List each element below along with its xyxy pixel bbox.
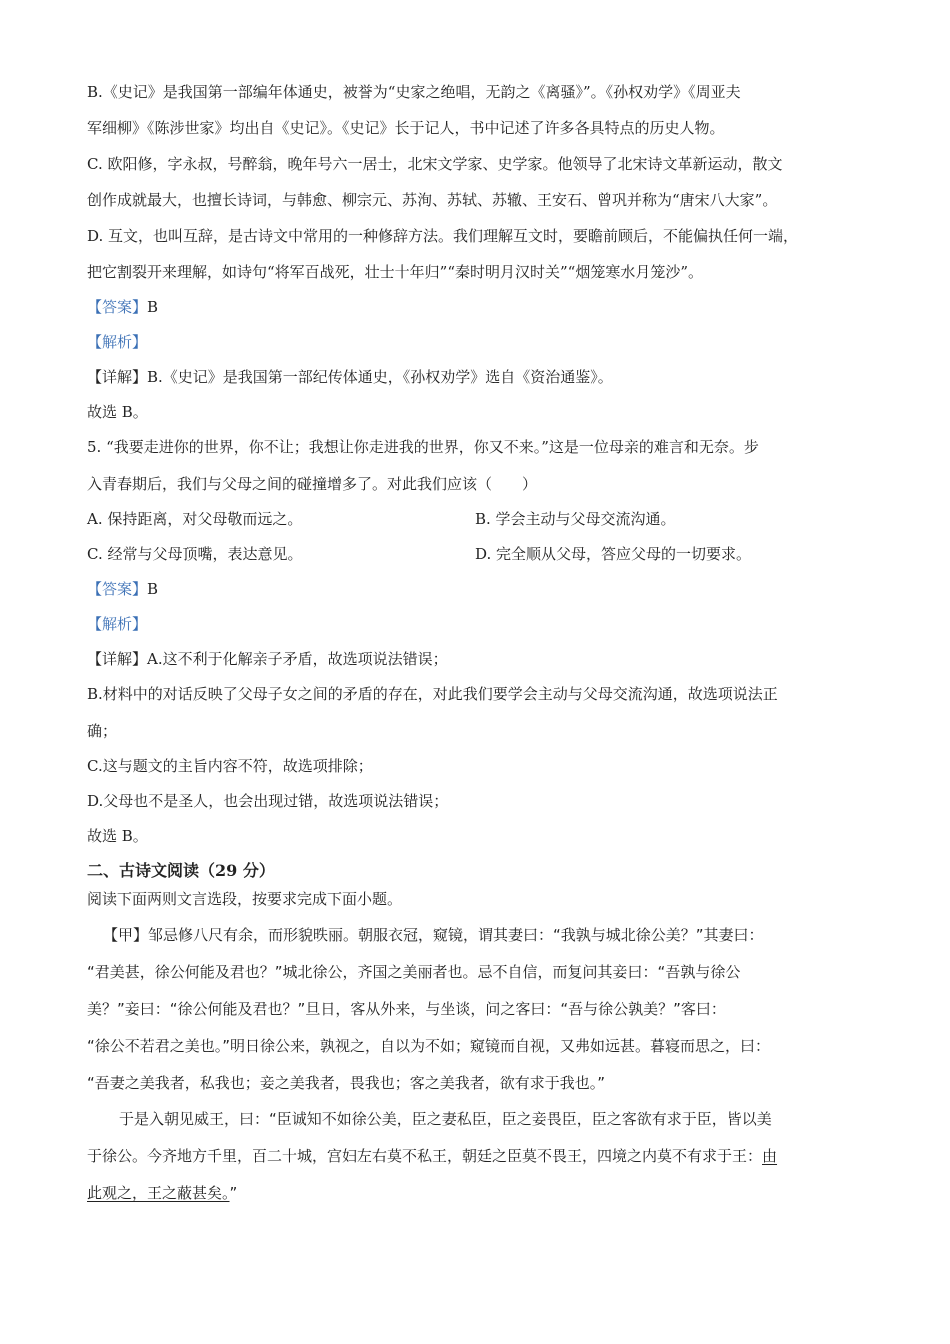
q5-analysis-label: 【解析】 — [87, 615, 148, 633]
passage-jia-line-7 — [87, 1146, 777, 1166]
q4-conclusion: 故选 B。 — [87, 403, 148, 421]
q5-stem-line-1: 5. “我要走进你的世界，你不让；我想让你走进我的世界，你又不来。”这是一位母亲的难言和无奈。步 — [87, 438, 759, 456]
option-d-line-1: D. 互文，也叫互辞，是古诗文中常用的一种修辞方法。我们理解互文时，要瞻前顾后，不能偏执任何一端， — [87, 227, 799, 245]
q5-detail-c: C.这与题文的主旨内容不符，故选项排除； — [87, 757, 373, 775]
passage-jia-line-8 — [87, 1183, 237, 1203]
plain-text: 于徐公。今齐地方千里，百二十城，宫妇左右莫不私王，朝廷之臣莫不畏王，四境之内莫不有求于王： — [87, 1147, 763, 1165]
q5-detail-d: D.父母也不是圣人，也会出现过错，故选项说法错误； — [87, 792, 449, 810]
q5-detail-b-line-2: 确； — [87, 722, 118, 740]
q4-analysis-label: 【解析】 — [87, 333, 148, 351]
q5-answer — [87, 579, 158, 599]
q5-option-c: C. 经常与父母顶嘴，表达意见。 — [87, 545, 303, 563]
passage-jia-line-4: “徐公不若君之美也。”明日徐公来，孰视之，自以为不如；窥镜而自视，又弗如远甚。暮寝而思之，曰： — [87, 1037, 771, 1055]
detail-text: B.《史记》是我国第一部纪传体通史，《孙权劝学》选自《资治通鉴》。 — [147, 368, 613, 386]
option-c-line-2: 创作成就最大，也擅长诗词，与韩愈、柳宗元、苏洵、苏轼、苏辙、王安石、曾巩并称为“唐宋八大家”。 — [87, 191, 778, 209]
section-instruction: 阅读下面两则文言选段，按要求完成下面小题。 — [87, 890, 403, 908]
q5-option-d: D. 完全顺从父母，答应父母的一切要求。 — [475, 545, 752, 563]
plain-text: ” — [229, 1184, 238, 1202]
option-b-line-2: 军细柳》《陈涉世家》均出自《史记》。《史记》长于记人，书中记述了许多各具特点的历史人物。 — [87, 119, 725, 137]
q5-option-a: A. 保持距离，对父母敬而远之。 — [87, 510, 303, 528]
option-b-line-1: B.《史记》是我国第一部编年体通史，被誉为“史家之绝唱，无韵之《离骚》”。《孙权劝学》《周亚夫 — [87, 83, 741, 101]
detail-label: 【详解】 — [87, 368, 148, 386]
passage-jia-line-5: “吾妻之美我者，私我也；妾之美我者，畏我也；客之美我者，欲有求于我也。” — [87, 1074, 606, 1092]
underlined-text: 此观之，王之蔽甚矣。 — [87, 1184, 230, 1202]
passage-jia-line-1: 【甲】邹忌修八尺有余，而形貌昳丽。朝服衣冠，窥镜，谓其妻曰：“我孰与城北徐公美？”其妻曰： — [103, 926, 764, 944]
option-c-line-1: C. 欧阳修，字永叔，号醉翁，晚年号六一居士，北宋文学家、史学家。他领导了北宋诗文革新运动，散文 — [87, 155, 783, 173]
answer-value: B — [147, 298, 159, 316]
q5-stem-line-2: 入青春期后，我们与父母之间的碰撞增多了。对此我们应该（ ） — [87, 475, 538, 493]
passage-jia-line-6: 于是入朝见威王，曰：“臣诚知不如徐公美，臣之妻私臣，臣之妾畏臣，臣之客欲有求于臣，皆以美 — [119, 1110, 772, 1128]
q4-answer — [87, 297, 158, 317]
section-heading: 二、古诗文阅读（29 分） — [87, 861, 275, 880]
passage-jia-line-3: 美？”妾曰：“徐公何能及君也？”旦日，客从外来，与坐谈，问之客曰：“吾与徐公孰美？”客曰： — [87, 1000, 726, 1018]
option-d-line-2: 把它割裂开来理解，如诗句“将军百战死，壮士十年归”“秦时明月汉时关”“烟笼寒水月笼沙”。 — [87, 263, 704, 281]
answer-label: 【答案】 — [87, 580, 148, 598]
answer-value: B — [147, 580, 159, 598]
answer-label: 【答案】 — [87, 298, 148, 316]
detail-label: 【详解】 — [87, 650, 148, 668]
q5-detail-b-line-1: B.材料中的对话反映了父母子女之间的矛盾的存在，对此我们要学会主动与父母交流沟通，故选项说法正 — [87, 685, 778, 703]
q5-option-b: B. 学会主动与父母交流沟通。 — [475, 510, 676, 528]
q5-conclusion: 故选 B。 — [87, 827, 148, 845]
detail-text: A.这不利于化解亲子矛盾，故选项说法错误； — [147, 650, 448, 668]
q4-detail — [87, 367, 613, 387]
passage-jia-line-2: “君美甚，徐公何能及君也？”城北徐公，齐国之美丽者也。忌不自信，而复问其妾曰：“吾孰与徐公 — [87, 963, 741, 981]
q5-detail-a — [87, 649, 448, 669]
underlined-text: 由 — [762, 1147, 778, 1165]
